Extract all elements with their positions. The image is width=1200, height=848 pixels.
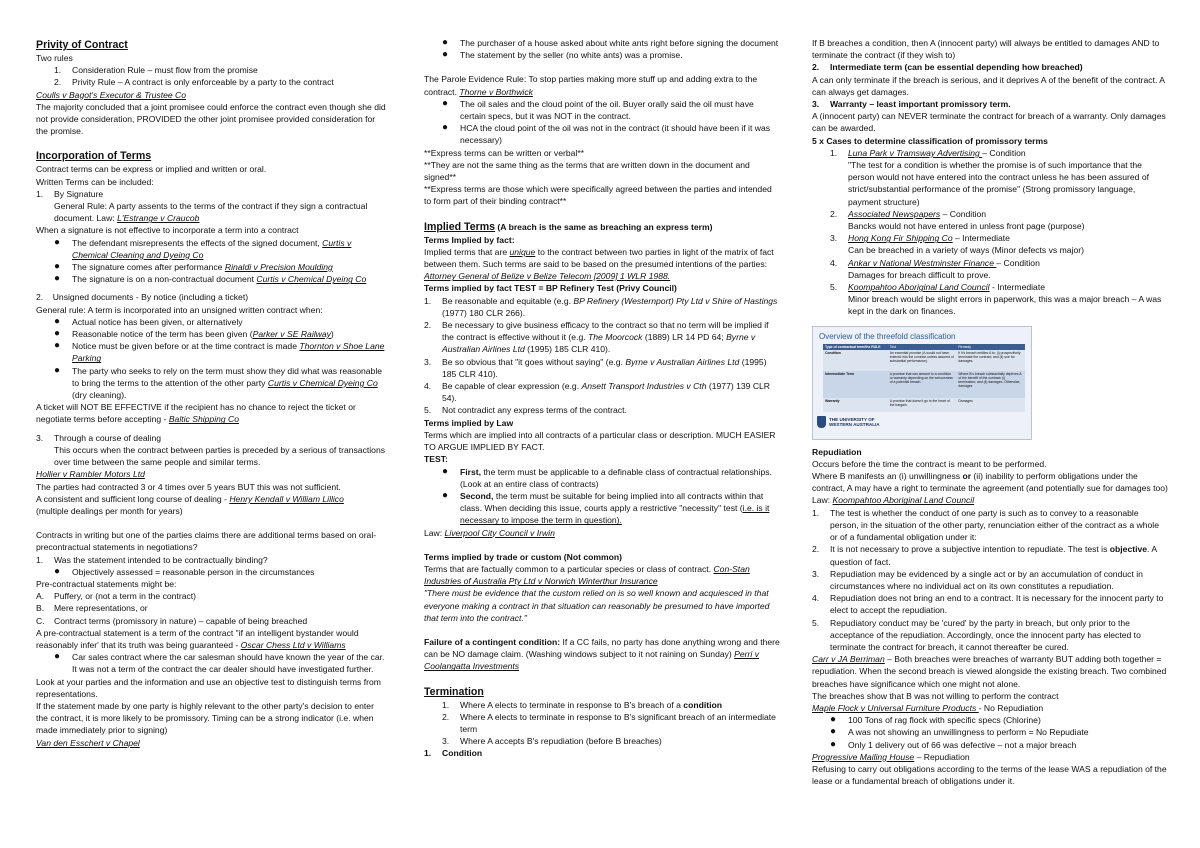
list-item: 5. Koompahtoo Aboriginal Land Council - Intermediate xyxy=(830,282,1045,293)
text: "The test for a condition is whether the promise is of such importance that the person would not have entered into the contract unless he has been assured of strict/substantial performance of the promise" (Strong promissory language, payment structure) xyxy=(848,160,1149,207)
list-item: 1. Was the statement intended to be contractually binding? xyxy=(36,554,268,565)
list-item: ● The defendant misrepresents the effects of the signed document, Curtis v Chemical Cleaning and Dyeing Co xyxy=(54,236,352,260)
text: TEST: xyxy=(424,454,448,465)
table-row: Type of contractual term/the RULE Test Remedy xyxy=(823,344,1025,350)
crest-icon xyxy=(817,416,826,428)
text: 2. Unsigned documents - By notice (including a ticket) xyxy=(36,292,249,303)
list-item: ● Second, the term must be suitable for being implied into all contracts within that class. When deciding this issue, courts apply a restrictive "necessity" test (i.e. is it necessary to impose the term in question). xyxy=(442,489,770,526)
heading-termination: Termination xyxy=(424,685,484,698)
list-item: 4. Ankar v National Westminster Finance – Condition xyxy=(830,257,1040,268)
text: Carr v JA Berriman – Both breaches were breaches of warranty BUT adding both together = repudiation. When the second breach is viewed alongside the existing breach. Two combined breaches have significance which one might not alone. xyxy=(812,654,1167,689)
text: A consistent and sufficient long course of dealing - Henry Kendall v William Lillico xyxy=(36,493,344,504)
list-item: ● Objectively assessed = reasonable person in the circumstances xyxy=(54,565,315,577)
list-item: ● HCA the cloud point of the oil was not in the contract (it should have been if it was necessary) xyxy=(442,122,771,146)
text: A pre-contractual statement is a term of the contract "if an intelligent bystander would reasonably infer' that its truth was being guaranteed - Oscar Chess Ltd v Williams xyxy=(36,627,359,650)
case-coulls: Coulls v Bagot's Executor & Trustee Co xyxy=(36,89,187,100)
heading-incorporation: Incorporation of Terms xyxy=(36,150,152,163)
text: (multiple dealings per month for years) xyxy=(36,505,183,516)
list-item: ● The signature is on a non-contractual document Curtis v Chemical Dyeing Co xyxy=(54,273,367,285)
text: The parties had contracted 3 or 4 times over 5 years BUT this was not sufficient. xyxy=(36,481,341,492)
table-row: Warranty A promise that doesn't go to the heart of the bargain. Damages xyxy=(823,398,1025,412)
text: The breaches show that B was not willing to perform the contract xyxy=(812,690,1059,701)
text: The majority concluded that a joint promisee could enforce the contract even though she did not provide consideration, PROVIDED the other joint promisee provided consideration for the promise. xyxy=(36,101,386,137)
figure-title: Overview of the threefold classification xyxy=(819,331,956,341)
text: General Rule: A party assents to the terms of the contract if they sign a contractual document. Law: L'Estrange v Craucob xyxy=(54,201,368,224)
list-item: ● Reasonable notice of the term has been given (Parker v SE Railway) xyxy=(54,328,334,340)
text: "There must be evidence that the custom relied on is so well known and acquiesced in that everyone making a contract in that situation can reasonably be presumed to have imported that term into the contract." xyxy=(424,588,770,623)
heading-privity: Privity of Contract xyxy=(36,39,128,51)
list-item: ● The statement by the seller (no white ants) was a promise. xyxy=(442,49,683,61)
heading-implied: Implied Terms (A breach is the same as breaching an express term) xyxy=(424,220,713,233)
list-item: 1. Be reasonable and equitable (e.g. BP Refinery (Westernport) Pty Ltd v Shire of Hastings (1977) 180 CLR 266). xyxy=(424,295,778,318)
text: If the statement made by one party is highly relevant to the other party's decision to enter the contract, it is more likely to be promissory. Timing can be a strong indicator (i.e. when made immediately prior to signing) xyxy=(36,700,374,736)
list-item: 1. Luna Park v Tramsway Advertising – Condition xyxy=(830,147,1026,158)
text: **Express terms are those which were specifically agreed between the parties and intended to form part of their binding contract** xyxy=(424,184,772,207)
column-1 xyxy=(36,38,388,749)
text: Contract terms can be express or implied and written or oral. xyxy=(36,164,267,175)
column-2 xyxy=(424,37,780,760)
text: **Express terms can be written or verbal** xyxy=(424,147,585,158)
text: Terms implied by fact TEST = BP Refinery Test (Privy Council) xyxy=(424,283,677,294)
heading-repudiation: Repudiation xyxy=(812,446,862,457)
list-item: 4. Be capable of clear expression (e.g. Ansett Transport Industries v Cth (1977) 139 CLR 54). xyxy=(424,381,771,404)
text: Terms which are implied into all contracts of a particular class or description. MUCH EASIER TO ARGUE IMPLIED BY FACT. xyxy=(424,429,776,453)
text: Terms Implied by fact: xyxy=(424,234,515,245)
text: Look at your parties and the information and use an objective test to distinguish terms from representations. xyxy=(36,676,381,699)
list-item: ● The party who seeks to rely on the term must show they did what was reasonable to bring the terms to the attention of the other party Curtis v Chemical Dyeing Co (dry cleaning). xyxy=(54,364,383,401)
text: Law: Liverpool City Council v Irwin xyxy=(424,527,555,538)
text: Occurs before the time the contract is meant to be performed. xyxy=(812,458,1047,469)
text: Contracts in writing but one of the parties claims there are additional terms based on oral-precontractual statements in negotiations? xyxy=(36,530,377,553)
list-item: ● Car sales contract where the car salesman should have known the year of the car. It was not a term of the contract the car dealer should have investigated further. xyxy=(54,651,385,675)
list-item: A. Puffery, or (not a term in the contract) xyxy=(36,591,197,602)
list-item: 2. Associated Newspapers – Condition xyxy=(830,208,987,219)
list-item: ● Notice must be given before or at the time contract is made Thornton v Shoe Lane Parking xyxy=(54,340,385,364)
list-item: 1. Consideration Rule – must flow from the promise xyxy=(54,65,258,76)
list-item: 1. By Signature xyxy=(36,188,104,199)
list-item: 1. Condition xyxy=(424,748,483,759)
list-item: ● The oil sales and the cloud point of the oil. Buyer orally said the oil must have certain specs, but it was NOT in the contract. xyxy=(442,97,754,122)
list-item: 5. Not contradict any express terms of the contract. xyxy=(424,405,627,416)
text: 5 x Cases to determine classification of promissory terms xyxy=(812,135,1048,146)
list-item: 3. Repudiation may be evidenced by a single act or by an accumulation of conduct in circumstances where no individual act on its own constitutes a repudiation. xyxy=(812,568,1143,591)
text: Pre-contractual statements might be: xyxy=(36,578,177,589)
list-item: 3. Be so obvious that "it goes without saying" (e.g. Byrne v Australian Airlines Ltd (1995) 185 CLR 410). xyxy=(424,356,767,379)
list-item: 3. Warranty – least important promissory term. xyxy=(812,99,1011,110)
text: Terms implied by trade or custom (Not common) xyxy=(424,551,622,562)
list-item: 3. Through a course of dealing xyxy=(36,432,162,443)
column-3 xyxy=(812,37,1168,787)
list-item: 2. Privity Rule – A contract is only enforceable by a party to the contract xyxy=(54,77,334,88)
text: A ticket will NOT BE EFFECTIVE if the recipient has no chance to reject the ticket or negotiate terms before accepting - Baltic Shipping Co xyxy=(36,402,356,425)
text: General rule: A term is incorporated into an unsigned written contract when: xyxy=(36,304,323,315)
text: Implied terms that are unique to the contract between two parties in light of the matrix of fact between them. Such terms are said to be based on the presumed intentions of the parties: Attorney General of Belize v Belize Telecom [2009] 1 WLR 1988. xyxy=(424,246,774,282)
text: Two rules xyxy=(36,53,73,63)
text: A (innocent party) can NEVER terminate the contract for breach of a warranty. Only damages can be awarded. xyxy=(812,111,1166,134)
figure-table xyxy=(823,344,1025,412)
list-item: ● A was not showing an unwillingness to perform = No Repudiate xyxy=(830,726,1089,738)
case-vanden: Van den Esschert v Chapel xyxy=(36,737,140,748)
list-item: 5. Repudiatory conduct may be 'cured' by the party in breach, but only prior to the acceptance of the repudiation. Accordingly, once the innocent party has elected to terminate the contract for breach, it cannot thereafter be cured. xyxy=(812,617,1141,652)
list-item: 2. Intermediate term (can be essential depending how breached) xyxy=(812,62,1083,73)
list-item: ● Actual notice has been given, or alternatively xyxy=(54,315,243,327)
list-item: 4. Repudiation does not bring an end to a contract. It is necessary for the innocent party to elect to accept the repudiation. xyxy=(812,593,1164,616)
text: The Parole Evidence Rule: To stop parties making more stuff up and adding extra to the contract. Thorne v Borthwick xyxy=(424,74,758,97)
list-item: ● Only 1 delivery out of 66 was defective – not a major breach xyxy=(830,738,1077,750)
text: Failure of a contingent condition: If a CC fails, no party has done anything wrong and there can be NO damage claim. (Washing windows subject to it not raining on Sunday) Perri v Coolangatta Investments xyxy=(424,636,780,672)
classification-figure xyxy=(812,326,1032,440)
text: Written Terms can be included: xyxy=(36,176,154,187)
list-item: 3. Where A accepts B's repudiation (before B breaches) xyxy=(442,736,662,747)
table-row: Condition An essential promise (A would not have entered into the contract unless assured of substantial performance). If it's breach entitles A to: (i) prospectively terminate the contract; and (ii) sue for damages. xyxy=(823,350,1025,371)
list-item: ● The purchaser of a house asked about white ants right before signing the document xyxy=(442,37,779,48)
table-row: Intermediate Term A promise that can amount to a condition or warranty depending on the seriousness of a potential breach. Where B's breach substantially deprives A of the benefit of the contract: (i) termination; and (ii) damages. Otherwise, damages xyxy=(823,371,1025,398)
text: Refusing to carry out obligations according to the terms of the lease WAS a repudiation of the lease or a fundamental breach of obligations under it. xyxy=(812,763,1167,787)
list-item: 3. Hong Kong Fir Shipping Co – Intermediate xyxy=(830,233,1010,244)
list-item: 2. Where A elects to terminate in response to B's significant breach of an intermediate term xyxy=(442,711,776,734)
case-hollier: Hollier v Rambler Motors Ltd xyxy=(36,469,145,480)
text: This occurs when the contract between parties is preceded by a serious of transactions over time between the same people and similar terms. xyxy=(54,444,386,468)
text: If B breaches a condition, then A (innocent party) will always be entitled to damages AND to terminate the contract (if they wish to) xyxy=(812,38,1160,61)
text: Bancks would not have entered in unless front page (purpose) xyxy=(848,221,1085,232)
uwa-logo: THE UNIVERSITY OF WESTERN AUSTRALIA xyxy=(817,416,880,428)
list-item: C. Contract terms (promissory in nature) – capable of being breached xyxy=(36,615,308,626)
text: Damages for breach difficult to prove. xyxy=(848,269,991,280)
text: Law: Koompahtoo Aboriginal Land Council xyxy=(812,495,975,506)
list-item: 1. The test is whether the conduct of one party is such as to convey to a reasonable person, in the situation of the other party, renunciation either of the contract as a whole or of a fundamental obligation under it: xyxy=(812,507,1159,543)
list-item: ● First, the term must be applicable to a definable class of contractual relationships. (Look at an entire class of contracts) xyxy=(442,465,772,489)
text: Minor breach would be slight errors in paperwork, this was a major breach – A was kept in the dark on finances. xyxy=(848,294,1162,317)
text: When a signature is not effective to incorporate a term into a contract xyxy=(36,225,299,236)
list-item: ● 100 Tons of rag flock with specific specs (Chlorine) xyxy=(830,714,1041,726)
list-item: ● The signature comes after performance Rinaldi v Precision Moulding xyxy=(54,261,333,273)
text: Progressive Mailing House – Repudiation xyxy=(812,751,970,762)
text: A can only terminate if the breach is serious, and it deprives A of the benefit of the contract. A can always get damages. xyxy=(812,74,1165,97)
list-item: B. Mere representations, or xyxy=(36,603,148,614)
text: Where B manifests an (i) unwillingness or (ii) inability to perform obligations under the contract, A may have a right to terminate the agreement (and potentially sue for damages too) xyxy=(812,471,1168,494)
list-item: 2. It is not necessary to prove a subjective intention to repudiate. The test is objective. A question of fact. xyxy=(812,544,1157,567)
text: Maple Flock v Universal Furniture Products - No Repudiation xyxy=(812,702,1044,713)
text: Terms implied by Law xyxy=(424,417,514,428)
list-item: 2. Be necessary to give business efficacy to the contract so that no term will be implied if the contract is effective without it (e.g. The Moorcock (1889) LR 14 PD 64; Byrne v Australian Airlines Ltd (1995) 185 CLR 410). xyxy=(424,320,769,355)
list-item: 1. Where A elects to terminate in response to B's breach of a condition xyxy=(442,699,722,710)
text: Terms that are factually common to a particular species or class of contract. Con-Stan Industries of Australia Pty Ltd v Norwich Winterthur Insurance xyxy=(424,563,750,587)
text: **They are not the same thing as the terms that are written down in the document and signed** xyxy=(424,159,750,183)
text: Can be breached in a variety of ways (Minor defects vs major) xyxy=(848,245,1084,256)
